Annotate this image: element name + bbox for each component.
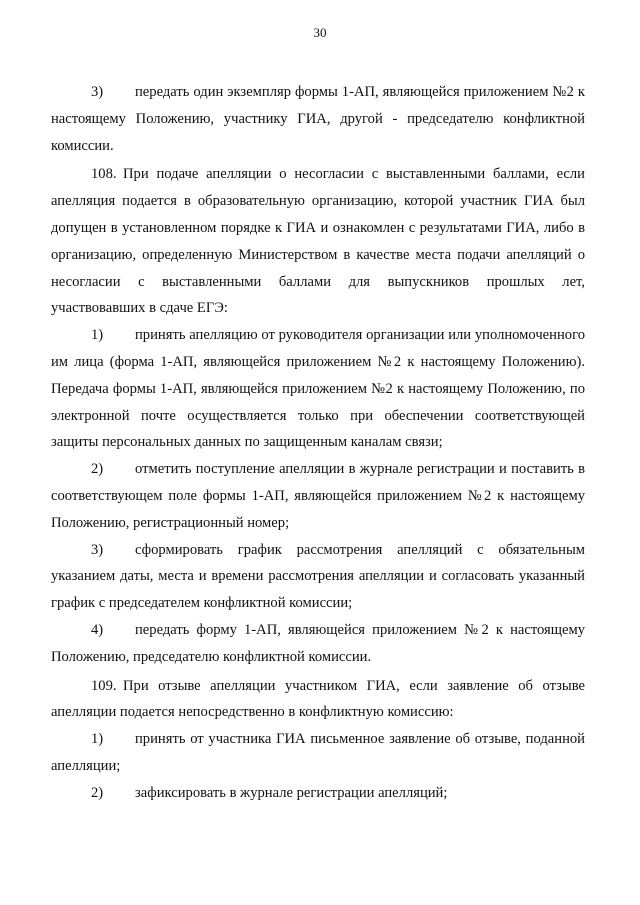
list-item-4-transfer-form	[51, 617, 585, 671]
section-108	[51, 161, 585, 322]
list-item-3-transfer-copy	[51, 79, 585, 159]
list-item-1-accept-appeal	[51, 322, 585, 456]
item-text: сформировать график рассмотрения апелляций с обязательным указанием даты, места и времени рассмотрения апелляции и согласовать указанный график с председателем конфликтной комиссии;	[51, 541, 585, 612]
section-number: 108.	[91, 166, 117, 183]
item-number: 1)	[91, 731, 104, 748]
item-text: принять от участника ГИА письменное заявление об отзыве, поданной апелляции;	[51, 731, 585, 774]
item-number: 2)	[91, 784, 104, 801]
item-number: 2)	[91, 461, 104, 478]
item-text: передать один экземпляр формы 1-АП, являющейся приложением №2 к настоящему Положению, участнику ГИА, другой - председателю конфликтной комиссии.	[51, 84, 585, 154]
section-text: При подаче апелляции о несогласии с выставленными баллами, если апелляция подается в образовательную организацию, которой участник ГИА был допущен в установленном порядке к ГИА и ознакомлен с результатами ГИА, либо в организацию, определенную Министерством в качестве места подачи апелляций о несогласии с выставленными баллами для выпускников прошлых лет, участвовавших в сдаче ЕГЭ:	[51, 166, 585, 317]
item-number: 1)	[91, 327, 104, 344]
list-item-1-accept-withdrawal	[51, 726, 585, 780]
item-number: 3)	[91, 541, 104, 558]
list-item-3-schedule	[51, 537, 585, 617]
document-body	[51, 79, 585, 807]
page-number: 30	[313, 25, 327, 40]
section-number: 109.	[91, 677, 117, 694]
list-item-2-register-appeal	[51, 456, 585, 536]
item-text: принять апелляцию от руководителя организации или уполномоченного им лица (форма 1-АП, являющейся приложением №2 к настоящему Положению). Передача формы 1-АП, являющейся приложением №2 к настоящему Положению, по электронной почте осуществляется только при обеспечении соответствующей защиты персональных данных по защищенным каналам связи;	[51, 327, 585, 451]
section-text: При отзыве апелляции участником ГИА, если заявление об отзыве апелляции подается непосредственно в конфликтную комиссию:	[51, 677, 585, 721]
item-text: зафиксировать в журнале регистрации апелляций;	[135, 784, 448, 801]
list-item-2-record-withdrawal	[51, 780, 585, 807]
item-text: передать форму 1-АП, являющейся приложением №2 к настоящему Положению, председателю конфликтной комиссии.	[51, 621, 585, 665]
item-number: 4)	[91, 621, 104, 638]
section-109	[51, 673, 585, 727]
item-number: 3)	[91, 84, 104, 100]
item-text: отметить поступление апелляции в журнале регистрации и поставить в соответствующем поле формы 1-АП, являющейся приложением №2 к настоящему Положению, регистрационный номер;	[51, 461, 585, 531]
